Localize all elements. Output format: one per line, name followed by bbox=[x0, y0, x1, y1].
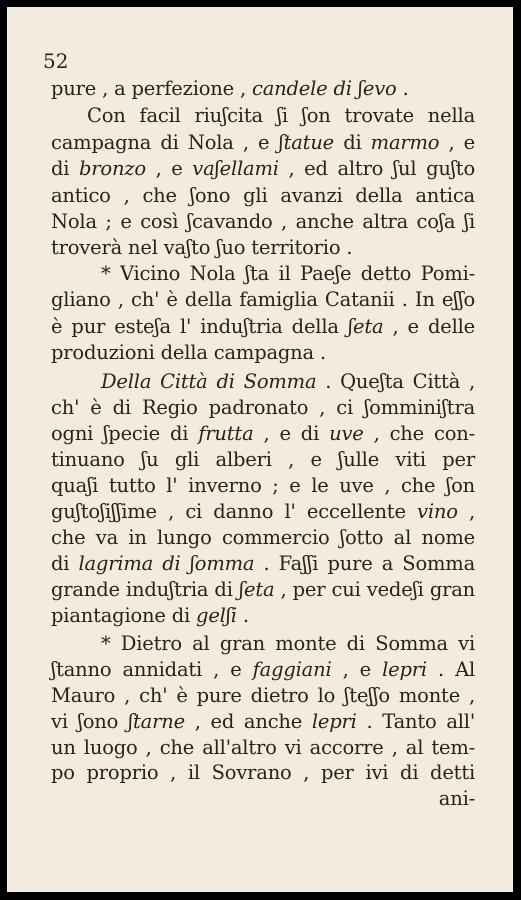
text-line: Nola ; e così ʃcavando , anche altra coʃa ʃi bbox=[51, 210, 475, 233]
text-line: produzioni della campagna . bbox=[51, 341, 326, 364]
text-line: di bronzo , e vaʃellami , ed altro ʃul guʃto bbox=[51, 157, 475, 180]
catchword: ani- bbox=[438, 787, 475, 810]
page-number: 52 bbox=[43, 49, 69, 73]
text-line: tinuano ʃu gli alberi , e ʃulle viti per bbox=[51, 448, 475, 471]
text-line: guʃtoʃiʃʃime , ci danno l' eccellente vino , bbox=[51, 500, 475, 523]
text-line: po proprio , il Sovrano , per ivi di detti bbox=[51, 761, 475, 784]
text-line: che va in lungo commercio ʃotto al nome bbox=[51, 526, 475, 549]
text-line: grande induʃtria di ʃeta , per cui vedeʃi gran bbox=[51, 578, 476, 601]
text-line: troverà nel vaʃto ʃuo territorio . bbox=[51, 236, 353, 259]
text-line: un luogo , che all'altro vi accorre , al tem- bbox=[51, 736, 475, 759]
text-line: Con facil riuʃcita ʃi ʃon trovate nella bbox=[87, 104, 475, 127]
text-line: ogni ʃpecie di frutta , e di uve , che con- bbox=[51, 422, 475, 445]
text-line: * Vicino Nola ʃta il Paeʃe detto Pomi- bbox=[101, 262, 475, 285]
text-line: vi ʃono ʃtarne , ed anche lepri . Tanto all' bbox=[51, 710, 475, 733]
text-line: antico , che ʃono gli avanzi della antica bbox=[51, 184, 475, 207]
text-line: di lagrima di ʃomma . Faʃʃi pure a Somma bbox=[51, 552, 475, 575]
text-line: campagna di Nola , e ʃtatue di marmo , e bbox=[51, 131, 475, 154]
text-line: quaʃi tutto l' inverno ; e le uve , che ʃon bbox=[51, 474, 475, 497]
text-line: Mauro , ch' è pure dietro lo ʃteʃʃo monte , bbox=[51, 684, 475, 707]
text-line: gliano , ch' è della famiglia Catanii . In eʃʃo bbox=[51, 288, 475, 311]
text-line: * Dietro al gran monte di Somma vi bbox=[101, 632, 475, 655]
text-line: ʃtanno annidati , e faggiani , e lepri . Al bbox=[51, 658, 475, 681]
text-line: è pur esteʃa l' induʃtria della ʃeta , e delle bbox=[51, 315, 475, 338]
text-line: ch' è di Regio padronato , ci ʃomminiʃtra bbox=[51, 396, 475, 419]
text-line: pure , a perfezione , candele di ʃevo . bbox=[51, 77, 409, 100]
book-page bbox=[7, 7, 513, 892]
text-line: piantagione di gelʃi . bbox=[51, 604, 249, 627]
text-line: Della Città di Somma . Queʃta Città , bbox=[101, 370, 475, 393]
